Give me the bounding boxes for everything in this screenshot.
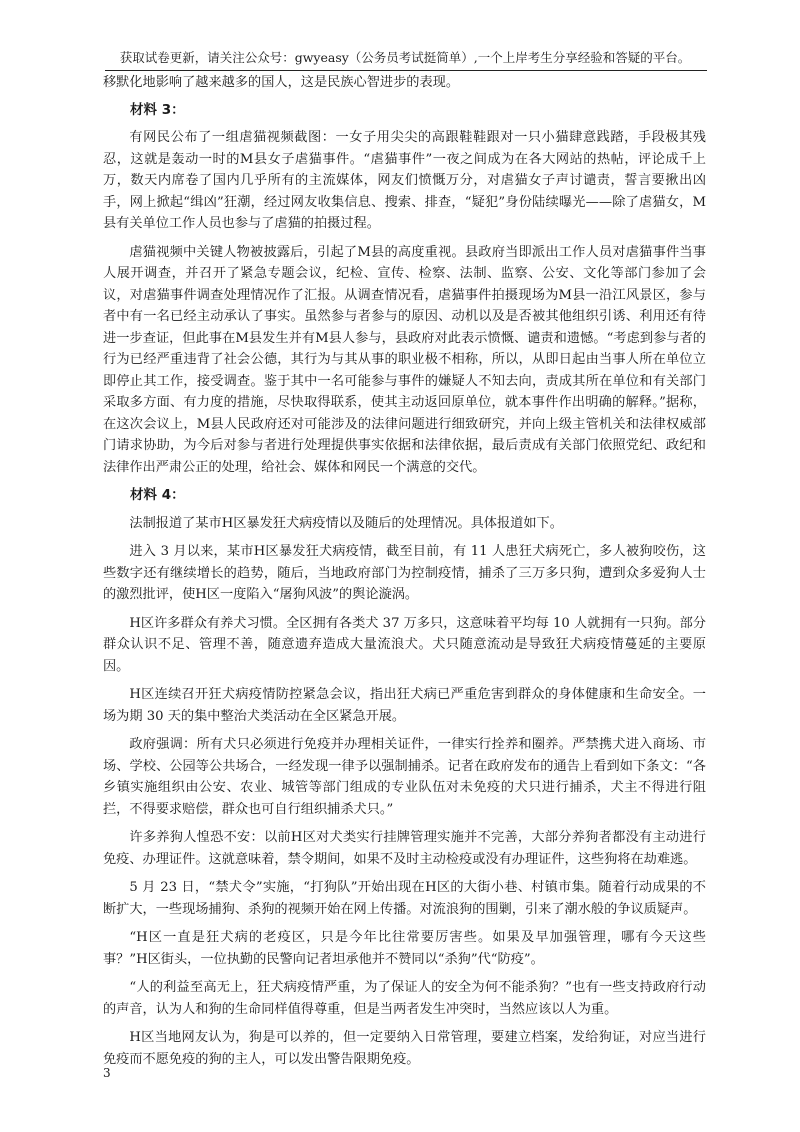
material-3-paragraph: 有网民公布了一组虐猫视频截图：一女子用尖尖的高跟鞋鞋跟对一只小猫肆意践踏，手段极其残忍，这就是轰动一时的M县女子虐猫事件。“虐猫事件”一夜之间成为在各大网站的热帖，评论成千上万，数天内席卷了国内几乎所有的主流媒体，网友们愤慨万分，对虐猫女子声讨谴责，誓言要揪出凶手，网上掀起“缉凶”狂潮，经过网友收集信息、搜索、排查，“疑犯”身份陆续曝光——除了虐猫女，M县有关单位工作人员也参与了虐猫的拍摄过程。 [103, 130, 706, 231]
material-4-paragraph: “H区一直是狂犬病的老疫区，只是今年比往常要厉害些。如果及早加强管理，哪有今天这些事？”H区街头，一位执勤的民警向记者坦承他并不赞同以“杀狗”代“防疫”。 [103, 930, 706, 967]
material-3-paragraph: 虐猫视频中关键人物被披露后，引起了M县的高度重视。县政府当即派出工作人员对虐猫事件当事人展开调查，并召开了紧急专题会议，纪检、宣传、检察、法制、监察、公安、文化等部门参加了会议，对虐猫事件调查处理情况作了汇报。从调查情况看，虐猫事件拍摄现场为M县一沿江风景区，参与者中有一名已经主动承认了事实。虽然参与者参与的原因、动机以及是否被其他组织引诱、利用还有待进一步查证，但此事在M县发生并有M县人参与，县政府对此表示愤慨、谴责和遗憾。“考虑到参与者的行为已经严重违背了社会公德，其行为与其从事的职业极不相称，所以，从即日起由当事人所在单位立即停止其工作，接受调查。鉴于其中一名可能参与事件的嫌疑人不知去向，责成其所在单位和有关部门采取多方面、有力度的措施，尽快取得联系，使其主动返回原单位，就本事件作出明确的解释。”据称，在这次会议上，M县人民政府还对可能涉及的法律问题进行细致研究，并向上级主管机关和法律权威部门请求协助，为今后对参与者进行处理提供事实依据和法律依据，最后责成有关部门依照党纪、政纪和法律作出严肃公正的处理，给社会、媒体和网民一个满意的交代。 [103, 244, 706, 475]
material-4-paragraph: 许多养狗人惶恐不安：以前H区对犬类实行挂牌管理实施并不完善，大部分养狗者都没有主动进行免疫、办理证件。这就意味着，禁令期间，如果不及时主动检疫或没有办理证件，这些狗将在劫难逃。 [103, 830, 706, 867]
page-header: 获取试卷更新，请关注公众号：gwyeasy（公务员考试挺简单）,一个上岸考生分享经验和答疑的平台。 [119, 50, 691, 65]
material-3-heading: 材料 3： [130, 101, 185, 118]
material-4-paragraph: 政府强调：所有犬只必须进行免疫并办理相关证件，一律实行拴养和圈养。严禁携犬进入商场、市场、学校、公园等公共场合，一经发现一律予以强制捕杀。记者在政府发布的通告上看到如下条文：“各乡镇实施组织由公安、农业、城管等部门组成的专业队伍对未免疫的犬只进行捕杀，犬主不得进行阻拦，不得要求赔偿，群众也可自行组织捕杀犬只。” [103, 737, 706, 817]
intro-line: 移默化地影响了越来越多的国人，这是民族心智进步的表现。 [103, 75, 460, 90]
material-4-paragraph: 法制报道了某市H区暴发狂犬病疫情以及随后的处理情况。具体报道如下。 [129, 515, 563, 531]
material-4-paragraph: “人的利益至高无上，狂犬病疫情严重，为了保证人的安全为何不能杀狗？”也有一些支持政府行动的声音，认为人和狗的生命同样值得尊重，但是当两者发生冲突时，当然应该以人为重。 [103, 980, 706, 1017]
page-number: 3 [103, 1066, 111, 1080]
material-4-paragraph: H区连续召开狂犬病疫情防控紧急会议，指出狂犬病已严重危害到群众的身体健康和生命安全。一场为期 30 天的集中整治犬类活动在全区紧急开展。 [103, 687, 706, 724]
header-divider [105, 70, 707, 71]
document-body [103, 72, 706, 1077]
material-4-paragraph: H区当地网友认为，狗是可以养的，但一定要纳入日常管理，要建立档案，发给狗证，对应当进行免疫而不愿免疫的狗的主人，可以发出警告限期免疫。 [103, 1030, 706, 1067]
material-4-paragraph: 进入 3 月以来，某市H区暴发狂犬病疫情，截至目前，有 11 人患狂犬病死亡，多人被狗咬伤，这些数字还有继续增长的趋势，随后，当地政府部门为控制疫情，捕杀了三万多只狗，遭到众多爱狗人士的激烈批评，使H区一度陷入“屠狗风波”的舆论漩涡。 [103, 544, 706, 602]
material-4-paragraph: H区许多群众有养犬习惯。全区拥有各类犬 37 万多只，这意味着平均每 10 人就拥有一只狗。部分群众认识不足、管理不善，随意遗弃造成大量流浪犬。犬只随意流动是导致狂犬病疫情蔓延的主要原因。 [103, 615, 706, 674]
material-4-paragraph: 5 月 23 日，“禁犬令”实施，“打狗队”开始出现在H区的大街小巷、村镇市集。随着行动成果的不断扩大，一些现场捕狗、杀狗的视频开始在网上传播。对流浪狗的围剿，引来了潮水般的争议质疑声。 [103, 880, 706, 917]
material-4-heading: 材料 4： [130, 487, 185, 503]
